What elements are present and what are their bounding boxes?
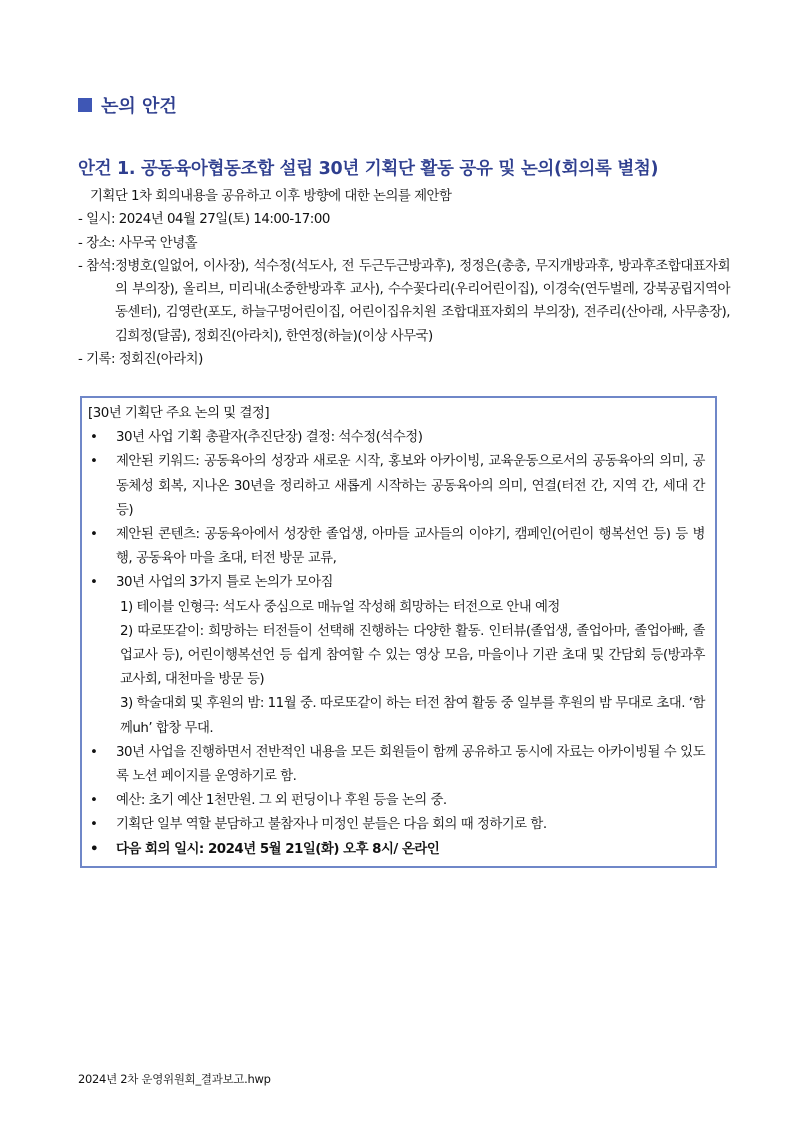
- agenda-title: 안건 1. 공동육아협동조합 설립 30년 기획단 활동 공유 및 논의(회의록 별첨): [78, 159, 659, 179]
- summary-item: [88, 523, 705, 571]
- section-heading: [78, 92, 177, 118]
- meeting-info: [78, 185, 730, 371]
- square-bullet-icon: [78, 98, 92, 112]
- bullet-icon: •: [90, 841, 99, 857]
- sub-item-separately-together: 2) 따로또같이: 희망하는 터전들이 선택해 진행하는 다양한 활동. 인터뷰(졸업생, 졸업아마, 졸업아빠, 졸업교사 등), 어린이행복선언 등 쉽게 참여할 수 있는 영상 모음, 마을이나 기관 초대 및 간담회 등(방과후 교사회, 대천마을 방문 등): [120, 623, 705, 688]
- section-heading-text: 논의 안건: [101, 96, 177, 117]
- summary-item: [88, 426, 705, 450]
- attendees-label: - 참석:: [78, 258, 115, 274]
- summary-item: [88, 571, 705, 740]
- bullet-icon: •: [90, 793, 98, 809]
- summary-item-next-meeting: [88, 838, 705, 862]
- bullet-icon: •: [90, 575, 98, 591]
- meeting-place: - 장소: 사무국 안녕홀: [78, 235, 198, 251]
- meeting-recorder: - 기록: 정회진(아라치): [78, 352, 203, 368]
- summary-item: [88, 741, 705, 789]
- summary-item: [88, 789, 705, 813]
- summary-item-text: [116, 571, 705, 740]
- sub-item-table-puppet: 1) 테이블 인형극: 석도사 중심으로 매뉴얼 작성해 희망하는 터전으로 안내 예정: [120, 599, 560, 615]
- summary-item-text: 30년 사업을 진행하면서 전반적인 내용을 모든 회원들이 함께 공유하고 동시에 자료는 아카이빙될 수 있도록 노션 페이지를 운영하기로 함.: [116, 744, 705, 785]
- summary-title: [30년 기획단 주요 논의 및 결정]: [88, 406, 270, 421]
- sub-item-conference: 3) 학술대회 및 후원의 밤: 11월 중. 따로또같이 하는 터전 참여 활동 중 일부를 후원의 밤 무대로 초대. ‘함께uh’ 합창 무대.: [120, 696, 705, 736]
- summary-item-text: 제안된 콘텐츠: 공동육아에서 성장한 졸업생, 아마들 교사들의 이야기, 캠페인(어린이 행복선언 등) 등 병행, 공동육아 마을 초대, 터전 방문 교류,: [116, 527, 705, 567]
- next-meeting-text: 다음 회의 일시: 2024년 5월 21일(화) 오후 8시/ 온라인: [116, 841, 440, 857]
- summary-item: [88, 450, 705, 523]
- summary-box: [80, 396, 717, 868]
- agenda-intro: 기획단 1차 회의내용을 공유하고 이후 방향에 대한 논의를 제안함: [90, 189, 452, 204]
- bullet-icon: •: [90, 454, 98, 470]
- bullet-icon: •: [90, 527, 98, 543]
- bullet-icon: •: [90, 744, 98, 760]
- summary-item-lead: 30년 사업의 3가지 틀로 논의가 모아짐: [116, 575, 333, 591]
- summary-item-text: 제안된 키워드: 공동육아의 성장과 새로운 시작, 홍보와 아카이빙, 교육운동으로서의 공동육아의 의미, 공동체성 회복, 지나온 30년을 정리하고 새롭게 시작하는 공동육아의 의미, 연결(터전 간, 지역 간, 세대 간 등): [116, 454, 705, 518]
- footer-filename: 2024년 2차 운영위원회_결과보고.hwp: [78, 1072, 271, 1086]
- summary-item: [88, 813, 705, 837]
- summary-item-text: 예산: 초기 예산 1천만원. 그 외 펀딩이나 후원 등을 논의 중.: [116, 793, 447, 809]
- summary-item-text: 30년 사업 기획 총괄자(추진단장) 결정: 석수정(석수정): [116, 430, 423, 446]
- bullet-icon: •: [90, 430, 98, 446]
- summary-item-text: 기획단 일부 역할 분담하고 불참자나 미정인 분들은 다음 회의 때 정하기로 함.: [116, 817, 547, 833]
- meeting-attendees: [78, 255, 730, 348]
- bullet-icon: •: [90, 817, 98, 833]
- meeting-date: - 일시: 2024년 04월 27일(토) 14:00-17:00: [78, 212, 330, 228]
- attendees-list: 정병호(일없어, 이사장), 석수정(석도사, 전 두근두근방과후), 정정은(총총, 무지개방과후, 방과후조합대표자회의 부의장), 올리브, 미리내(소중한방과후 교사), 수수꽃다리(우리어린이집), 이경숙(연두벌레, 강북공립지역아동센터), 김영란(포도, 하늘구멍어린이집, 어린이집유치원 조합대표자회의 부의장), 전주리(산아래, 사무총장), 김희정(달콤), 정회진(아라치), 한연정(하늘)(이상 사무국): [114, 258, 730, 344]
